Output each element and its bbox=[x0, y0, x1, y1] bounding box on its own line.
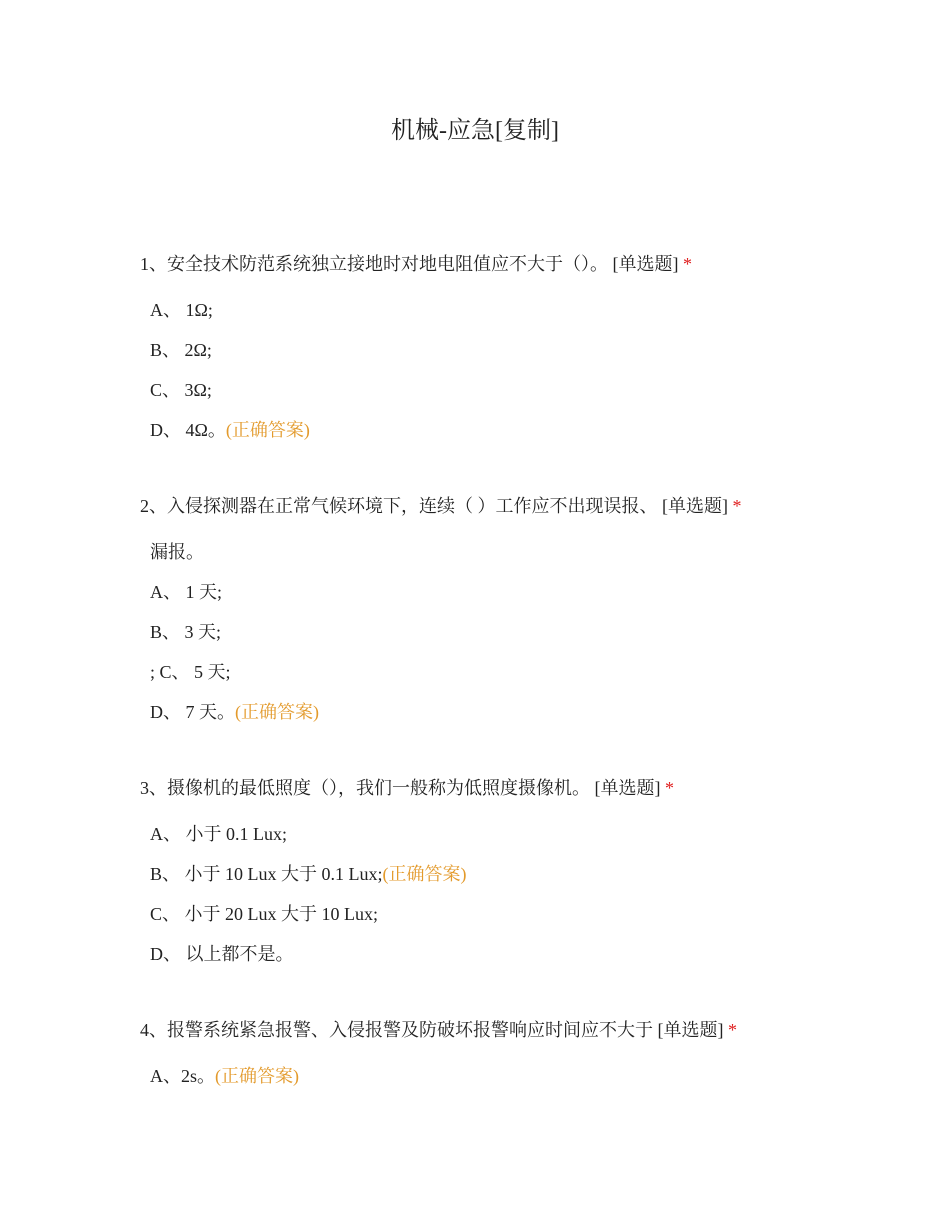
question-stem-continued: 漏报。 bbox=[150, 542, 204, 562]
required-mark: * bbox=[665, 778, 674, 798]
question-stem: 2、入侵探测器在正常气候环境下，连续（ ）工作应不出现误报、 bbox=[140, 496, 658, 516]
question-4 bbox=[140, 1018, 737, 1042]
question-stem: 1、安全技术防范系统独立接地时对地电阻值应不大于（）。 bbox=[140, 254, 608, 274]
correct-answer-label: (正确答案) bbox=[235, 702, 319, 722]
option-3b: B、 小于 10 Lux 大于 0.1 Lux;(正确答案) bbox=[150, 864, 467, 884]
option-2c: ; C、 5 天; bbox=[150, 662, 231, 682]
question-1 bbox=[140, 252, 692, 276]
required-mark: * bbox=[683, 254, 692, 274]
question-stem: 4、报警系统紧急报警、入侵报警及防破坏报警响应时间应不大于 bbox=[140, 1020, 653, 1040]
correct-answer-label: (正确答案) bbox=[382, 864, 467, 884]
required-mark: * bbox=[732, 496, 742, 516]
page-title: 机械-应急[复制] bbox=[391, 118, 559, 144]
question-type-tag: [单选题] bbox=[662, 496, 728, 516]
required-mark: * bbox=[728, 1020, 737, 1040]
option-1b: B、 2Ω; bbox=[150, 340, 212, 360]
question-2 bbox=[140, 494, 742, 518]
option-4a: A、2s。(正确答案) bbox=[150, 1066, 300, 1086]
option-1a: A、 1Ω; bbox=[150, 300, 213, 320]
question-type-tag: [单选题] bbox=[594, 778, 661, 798]
option-1c: C、 3Ω; bbox=[150, 380, 212, 400]
option-2d: D、 7 天。(正确答案) bbox=[150, 702, 319, 722]
option-3d: D、 以上都不是。 bbox=[150, 944, 294, 964]
option-3c: C、 小于 20 Lux 大于 10 Lux; bbox=[150, 904, 378, 924]
question-3 bbox=[140, 776, 674, 800]
question-stem: 3、摄像机的最低照度（），我们一般称为低照度摄像机。 bbox=[140, 778, 590, 798]
option-2b: B、 3 天; bbox=[150, 622, 222, 642]
question-type-tag: [单选题] bbox=[612, 254, 679, 274]
option-1d: D、 4Ω。(正确答案) bbox=[150, 420, 310, 440]
question-type-tag: [单选题] bbox=[657, 1020, 724, 1040]
correct-answer-label: (正确答案) bbox=[215, 1066, 300, 1086]
option-3a: A、 小于 0.1 Lux; bbox=[150, 824, 287, 844]
option-2a: A、 1 天; bbox=[150, 582, 222, 602]
correct-answer-label: (正确答案) bbox=[225, 420, 310, 440]
